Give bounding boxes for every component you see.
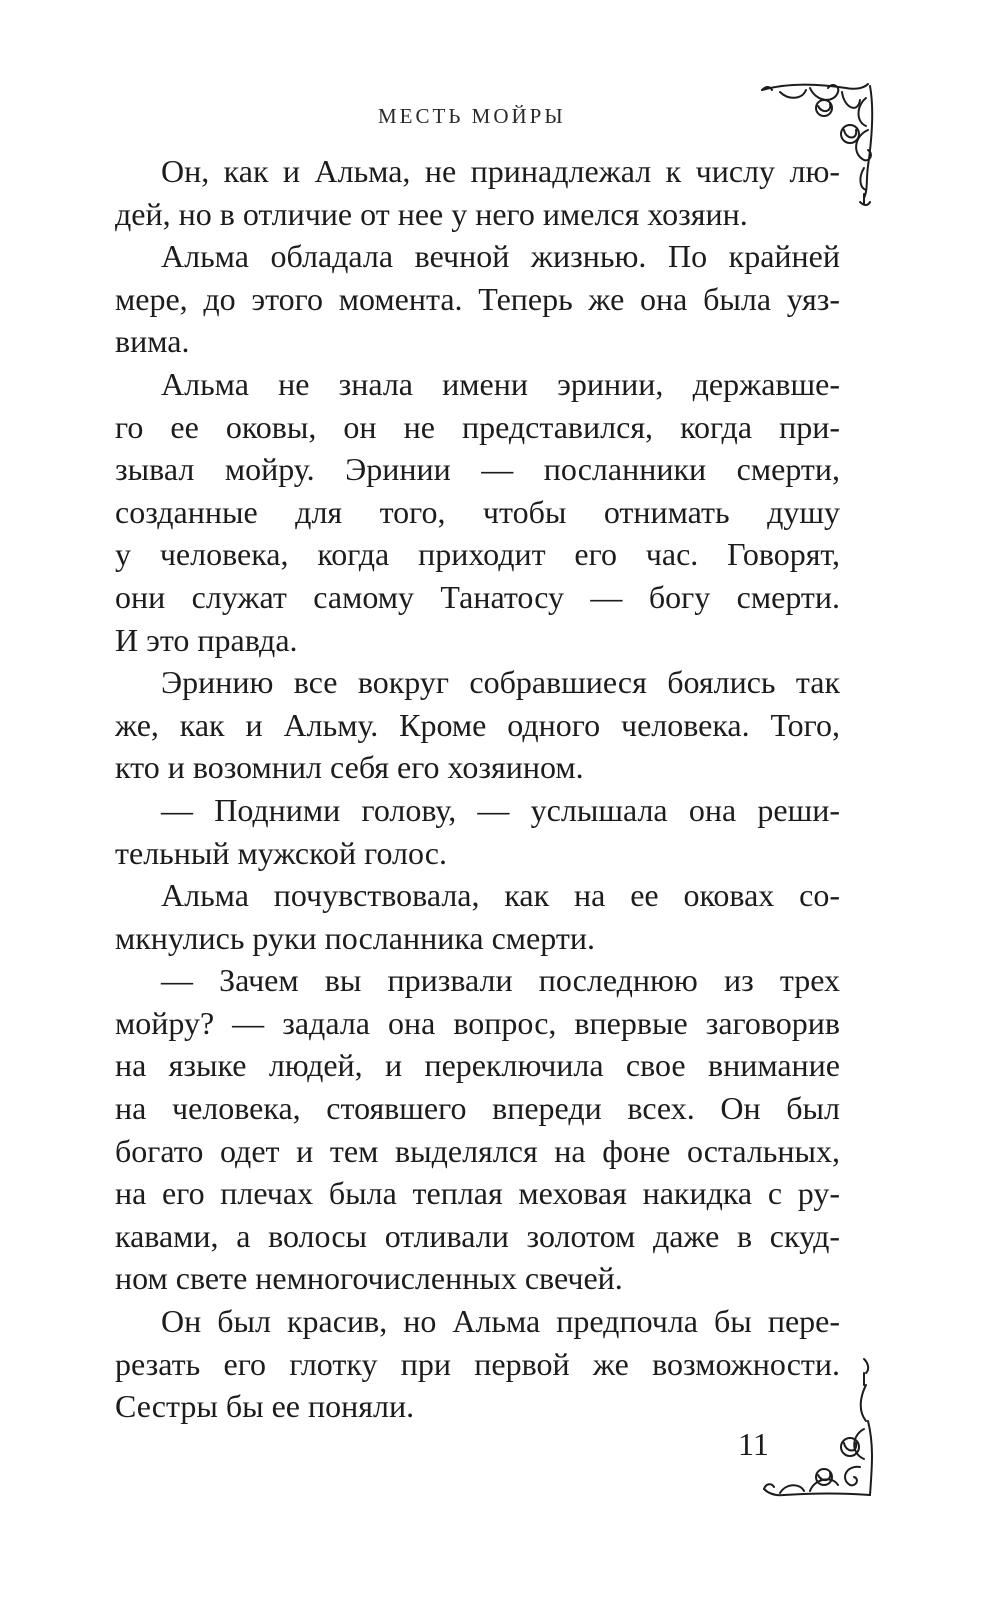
- page-number: 11: [738, 1426, 769, 1462]
- running-head: МЕСТЬ МОЙРЫ: [378, 104, 566, 128]
- text-line: мойру? — задала она вопрос, впервые заговорив: [115, 1004, 840, 1041]
- text-line: на языке людей, и переключила свое внимание: [115, 1047, 840, 1084]
- text-line: зывал мойру. Эринии — посланники смерти,: [115, 451, 840, 488]
- text-line: — Зачем вы призвали последнюю из трех: [161, 962, 840, 999]
- text-line: богато одет и тем выделялся на фоне остальных,: [115, 1132, 840, 1169]
- text-line: Альма почувствовала, как на ее оковах со-: [161, 877, 840, 914]
- text-line: Он был красив, но Альма предпочла бы пере-: [161, 1303, 840, 1340]
- text-line: мкнулись руки посланника смерти.: [115, 919, 595, 956]
- text-line: мере, до этого момента. Теперь же она была уяз-: [115, 280, 840, 317]
- text-line: кавами, а волосы отливали золотом даже в скуд-: [115, 1217, 840, 1254]
- text-line: Альма не знала имени эринии, державше-: [161, 365, 840, 402]
- text-line: Он, как и Альма, не принадлежал к числу лю-: [161, 153, 840, 189]
- text-line: Эринию все вокруг собравшиеся боялись так: [161, 664, 840, 701]
- text-line: же, как и Альму. Кроме одного человека. Того,: [115, 706, 840, 743]
- text-line: — Подними голову, — услышала она реши-: [161, 791, 840, 828]
- text-line: вима.: [115, 323, 190, 360]
- text-line: Сестры бы ее поняли.: [115, 1388, 415, 1425]
- text-line: го ее оковы, он не представился, когда при-: [115, 408, 840, 445]
- text-line: на человека, стоявшего впереди всех. Он был: [115, 1090, 840, 1127]
- text-line: Альма обладала вечной жизнью. По крайней: [161, 238, 840, 275]
- text-line: кто и возомнил себя его хозяином.: [115, 749, 584, 786]
- text-line: И это правда.: [115, 621, 298, 658]
- text-line: резать его глотку при первой же возможности.: [115, 1345, 840, 1382]
- body-text: [115, 150, 840, 1428]
- text-line: дей, но в отличие от нее у него имелся хозяин.: [115, 195, 748, 232]
- text-line: тельный мужской голос.: [115, 834, 447, 871]
- text-line: созданные для того, чтобы отнимать душу: [115, 493, 840, 530]
- text-line: у человека, когда приходит его час. Говорят,: [115, 536, 840, 573]
- text-line: они служат самому Танатосу — богу смерти.: [115, 578, 840, 615]
- text-line: на его плечах была теплая меховая накидка с ру-: [115, 1175, 840, 1212]
- text-line: ном свете немногочисленных свечей.: [115, 1260, 623, 1297]
